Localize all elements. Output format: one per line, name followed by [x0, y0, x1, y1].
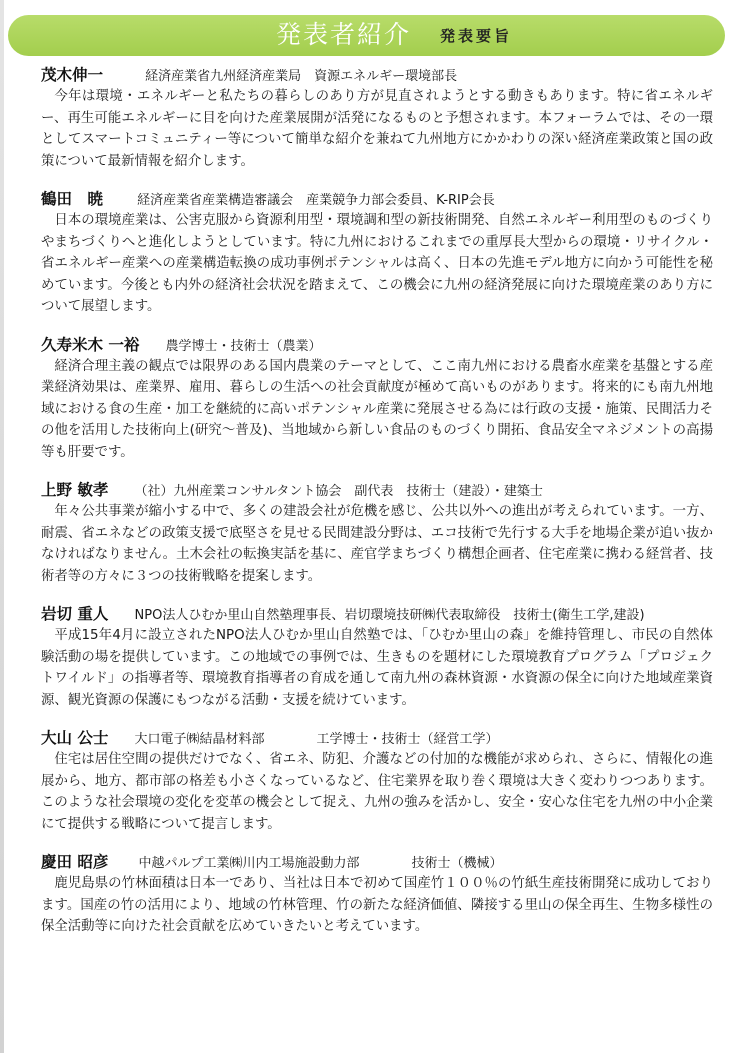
presenter-entry — [41, 851, 713, 938]
presenter-name: 鶴田 暁 — [41, 190, 104, 208]
presenter-summary: 年々公共事業が縮小する中で、多くの建設会社が危機を感じ、公共以外への進出が考えられています。一方、耐震、省エネなどの政策支援で底堅さを見せる民間建設分野は、エコ技術で先行する大手を地場企業が追い抜かなければなりません。土木会社の転換実話を基に、産官学まちづくり構想企画者、住宅産業に携わる経営者、技術者等の方々に３つの技術戦略を提案します。 — [41, 504, 713, 584]
presenter-name: 岩切 重人 — [41, 605, 109, 623]
section-header-banner — [8, 15, 725, 56]
presenter-name: 久寿米木 一裕 — [41, 335, 140, 354]
presenter-summary: 日本の環境産業は、公害克服から資源利用型・環境調和型の新技術開発、自然エネルギー利用型のものづくりやまちづくりへと進化しようとしています。特に九州におけるこれまでの重厚長大型からの環境・リサイクル・省エネルギー産業への産業構造転換の成功事例ポテンシャルは高く、日本の先進モデル地方に向かう可能性を秘めています。今後とも内外の経済社会状況を踏まえて、この機会に九州の経済発展に向けた環境産業のあり方について展望します。 — [41, 213, 713, 314]
presenter-heading — [41, 479, 713, 501]
presenter-entry — [41, 334, 713, 464]
presenter-affiliation: 経済産業省九州経済産業局 資源エネルギー環境部長 — [145, 69, 458, 84]
presenter-affiliation: 経済産業省産業構造審議会 産業競争力部会委員、K-RIP会長 — [137, 193, 495, 208]
presenter-summary: 平成15年4月に設立されたNPO法人ひむか里山自然塾では、「ひむか里山の森」を維持管理し、市民の自然体験活動の場を提供しています。この地域での事例では、生きものを題材にした環境教育プログラム「プロジェクトワイルド」の指導者等、環境教育指導者の育成を通して南九州の森林資源・水資源の保全に向けた地域産業資源、観光資源の保護にもつながる活動・支援を続けています。 — [41, 628, 713, 708]
presenter-affiliation: 大口電子㈱結晶材料部 工学博士・技術士（経営工学） — [134, 732, 499, 747]
presenter-name: 上野 敏孝 — [41, 481, 109, 499]
presenter-affiliation: NPO法人ひむか里山自然塾理事長、岩切環境技研㈱代表取締役 技術士(衛生工学,建設) — [134, 608, 645, 623]
presenter-heading — [41, 603, 713, 625]
presenter-summary: 鹿児島県の竹林面積は日本一であり、当社は日本で初めて国産竹１００％の竹紙生産技術開発に成功しております。国産の竹の活用により、地域の竹林管理、竹の新たな経済価値、隣接する里山の保全再生、生物多様性の保全活動等に向けた社会貢献を広めていきたいと考えています。 — [41, 876, 713, 934]
presenter-heading — [41, 334, 713, 356]
presenter-affiliation: 農学博士・技術士（農業） — [165, 338, 322, 354]
presenter-heading — [41, 727, 713, 749]
presenter-name: 大山 公士 — [41, 729, 109, 747]
presenter-heading — [41, 851, 713, 873]
presenter-entry — [41, 727, 713, 835]
presenter-name: 茂木伸一 — [41, 66, 104, 84]
presenter-affiliation: （社）九州産業コンサルタント協会 副代表 技術士（建設）・建築士 — [134, 484, 543, 499]
presenter-name: 慶田 昭彦 — [41, 853, 109, 871]
presenter-entry — [41, 64, 713, 172]
presenter-summary: 今年は環境・エネルギーと私たちの暮らしのあり方が見直されようとする動きもあります。特に省エネルギー、再生可能エネルギーに目を向けた産業展開が活発になるものと予想されます。本フォーラムでは、その一環としてスマートコミュニティー等について簡単な紹介を兼ねて九州地方にかかわりの深い経済産業政策と国の政策について最新情報を紹介します。 — [41, 89, 713, 169]
section-title: 発表者紹介 — [276, 20, 412, 49]
presenter-heading — [41, 188, 713, 210]
page-edge-shadow — [0, 0, 4, 1053]
presenter-entry — [41, 479, 713, 587]
presenter-list — [41, 64, 713, 938]
presenter-entry — [41, 188, 713, 318]
presenter-entry — [41, 603, 713, 711]
presenter-heading — [41, 64, 713, 86]
presenter-summary: 経済合理主義の観点では限界のある国内農業のテーマとして、ここ南九州における農畜水産業を基盤とする産業経済効果は、産業界、雇用、暮らしの生活への社会貢献度が極めて高いものがあります。将来的にも南九州地域における食の生産・加工を継続的に高いポテンシャル産業に発展させる為には行政の支援・施策、民間活力その他を活用した技術向上(研究～普及)、当地域から新しい食品のものづくり開拓、食品安全マネジメントの高揚等も肝要です。 — [41, 358, 713, 460]
presenter-summary: 住宅は居住空間の提供だけでなく、省エネ、防犯、介護などの付加的な機能が求められ、さらに、情報化の進展から、地方、都市部の格差も小さくなっているなど、住宅業界を取り巻く環境は大きく変わりつつあります。このような社会環境の変化を変革の機会として捉え、九州の強みを活かし、安全・安心な住宅を九州の中小企業にて提供する戦略について提言します。 — [41, 752, 713, 832]
section-subtitle: 発表要旨 — [440, 27, 513, 45]
presenter-affiliation: 中越パルプ工業㈱川内工場施設動力部 技術士（機械） — [138, 856, 503, 871]
